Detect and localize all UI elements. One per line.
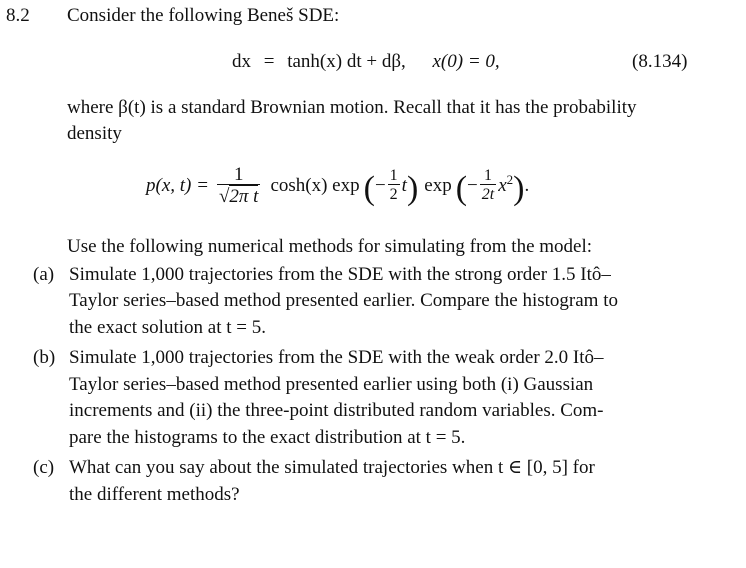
item-c-line-2: the different methods? <box>69 484 240 505</box>
exercise-number: 8.2 <box>6 5 30 26</box>
item-a-line-2: Taylor series–based method presented earlier. Compare the histogram to <box>69 290 618 311</box>
exp-2: exp <box>424 175 452 196</box>
formula-period: . <box>524 175 530 196</box>
normalizer-fraction <box>217 165 261 206</box>
item-a-line-3: the exact solution at t = 5. <box>69 317 266 338</box>
item-a-line-1: Simulate 1,000 trajectories from the SDE with the strong order 1.5 Itô– <box>69 264 611 285</box>
minus-1: − <box>374 175 386 196</box>
exponent-2: 2 <box>506 172 514 187</box>
sde-initial-condition: x(0) = 0, <box>432 51 500 72</box>
equation-number: (8.134) <box>632 51 688 72</box>
item-a-label: (a) <box>33 264 55 285</box>
half-fraction <box>388 168 400 203</box>
right-paren-1: ) <box>406 169 419 207</box>
where-line-1: where β(t) is a standard Brownian motion. Recall that it has the probability <box>67 97 637 118</box>
cosh-exp: cosh(x) exp <box>270 175 360 196</box>
normalizer-denominator <box>217 184 261 206</box>
item-b-line-4: pare the histograms to the exact distribution at t = 5. <box>69 427 466 448</box>
item-c-label: (c) <box>33 457 55 478</box>
item-b-label: (b) <box>33 347 56 368</box>
sde-rhs: tanh(x) dt + dβ, <box>287 51 406 72</box>
item-b-line-2: Taylor series–based method presented earlier using both (i) Gaussian <box>69 374 594 395</box>
sde-equation <box>232 52 500 71</box>
two-t-denominator: 2t <box>481 186 495 203</box>
sde-dx: dx <box>232 51 251 72</box>
where-line-2: density <box>67 123 122 144</box>
sqrt-sign: √ <box>218 186 230 207</box>
item-b-line-3: increments and (ii) the three-point distributed random variables. Com- <box>69 400 604 421</box>
minus-2: − <box>467 175 478 196</box>
sde-equals: = <box>263 51 275 72</box>
use-line: Use the following numerical methods for simulating from the model: <box>67 236 593 257</box>
item-b-line-1: Simulate 1,000 trajectories from the SDE with the weak order 2.0 Itô– <box>69 347 604 368</box>
half-denominator: 2 <box>389 186 398 203</box>
density-lhs: p(x, t) = <box>146 175 209 196</box>
half-numerator: 1 <box>389 167 398 184</box>
two-t-fraction <box>480 168 496 203</box>
right-paren-2: ) <box>513 169 525 207</box>
sqrt-argument: 2π t <box>229 186 259 207</box>
exercise-intro: Consider the following Beneš SDE: <box>67 5 340 26</box>
density-formula <box>146 165 529 206</box>
item-c-line-1: What can you say about the simulated trajectories when t ∈ [0, 5] for <box>69 457 595 478</box>
normalizer-numerator: 1 <box>233 164 244 185</box>
x-variable: x <box>498 175 507 196</box>
two-t-numerator: 1 <box>483 167 492 184</box>
t-variable: t <box>401 175 407 196</box>
left-paren-2: ( <box>455 169 468 207</box>
left-paren-1: ( <box>363 169 375 207</box>
